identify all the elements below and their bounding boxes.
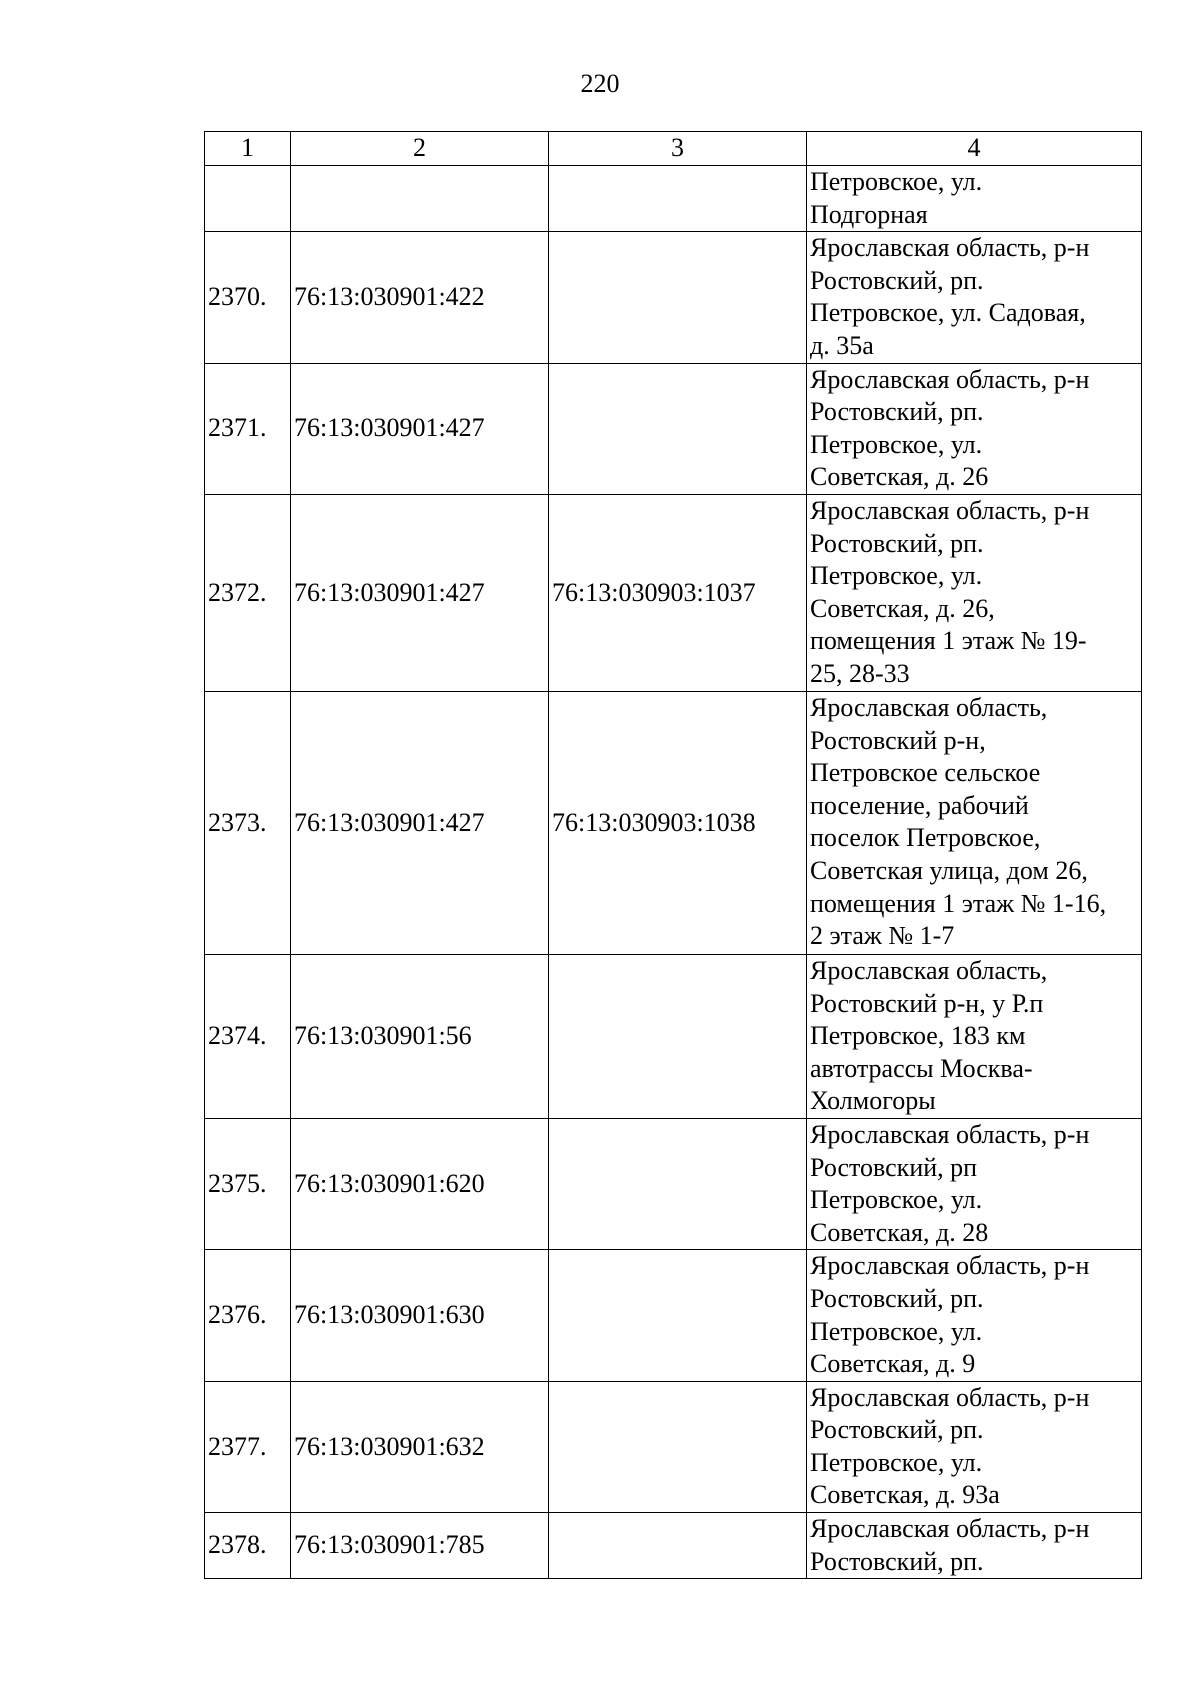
row-number-cell: 2371.	[205, 363, 291, 494]
row-number-cell: 2373.	[205, 691, 291, 954]
cadastral-number-cell: 76:13:030901:620	[291, 1118, 549, 1249]
premises-cadastral-number-cell	[549, 954, 807, 1118]
address-cell: Ярославская область, р-н Ростовский, рп.	[807, 1513, 1142, 1579]
row-number-cell: 2376.	[205, 1250, 291, 1381]
cadastral-number-cell: 76:13:030901:630	[291, 1250, 549, 1381]
table-row	[205, 1381, 1142, 1512]
address-cell: Петровское, ул. Подгорная	[807, 166, 1142, 232]
row-number-cell: 2374.	[205, 954, 291, 1118]
address-cell: Ярославская область, р-н Ростовский, рп. Петровское, ул. Садовая, д. 35а	[807, 232, 1142, 363]
cadastral-number-cell: 76:13:030901:422	[291, 232, 549, 363]
header-row	[205, 132, 1142, 166]
address-cell: Ярославская область, р-н Ростовский, рп. Петровское, ул. Советская, д. 93а	[807, 1381, 1142, 1512]
header-cell-3: 3	[549, 132, 807, 166]
table-row	[205, 1250, 1142, 1381]
row-number-cell: 2375.	[205, 1118, 291, 1249]
cadastral-number-cell: 76:13:030901:632	[291, 1381, 549, 1512]
premises-cadastral-number-cell	[549, 1250, 807, 1381]
table-row	[205, 691, 1142, 954]
cadastral-number-cell: 76:13:030901:427	[291, 363, 549, 494]
row-number-cell: 2378.	[205, 1513, 291, 1579]
registry-table	[204, 131, 1142, 1579]
row-number-cell: 2372.	[205, 494, 291, 691]
table-row	[205, 494, 1142, 691]
premises-cadastral-number-cell	[549, 232, 807, 363]
premises-cadastral-number-cell: 76:13:030903:1037	[549, 494, 807, 691]
table-row	[205, 1513, 1142, 1579]
table-row	[205, 166, 1142, 232]
address-cell: Ярославская область, Ростовский р-н, у Р.п Петровское, 183 км автотрассы Москва- Холмогоры	[807, 954, 1142, 1118]
cadastral-number-cell: 76:13:030901:427	[291, 691, 549, 954]
table-row	[205, 363, 1142, 494]
cadastral-number-cell: 76:13:030901:56	[291, 954, 549, 1118]
address-cell: Ярославская область, р-н Ростовский, рп. Петровское, ул. Советская, д. 9	[807, 1250, 1142, 1381]
row-number-cell	[205, 166, 291, 232]
table-row	[205, 232, 1142, 363]
row-number-cell: 2370.	[205, 232, 291, 363]
address-cell: Ярославская область, р-н Ростовский, рп Петровское, ул. Советская, д. 28	[807, 1118, 1142, 1249]
header-cell-4: 4	[807, 132, 1142, 166]
premises-cadastral-number-cell	[549, 1381, 807, 1512]
cadastral-number-cell	[291, 166, 549, 232]
cadastral-number-cell: 76:13:030901:427	[291, 494, 549, 691]
address-cell: Ярославская область, р-н Ростовский, рп. Петровское, ул. Советская, д. 26	[807, 363, 1142, 494]
table-row	[205, 1118, 1142, 1249]
premises-cadastral-number-cell: 76:13:030903:1038	[549, 691, 807, 954]
page-number: 220	[580, 69, 620, 98]
address-cell: Ярославская область, р-н Ростовский, рп. Петровское, ул. Советская, д. 26, помещения 1 этаж № 19- 25, 28-33	[807, 494, 1142, 691]
premises-cadastral-number-cell	[549, 1118, 807, 1249]
header-cell-2: 2	[291, 132, 549, 166]
header-cell-1: 1	[205, 132, 291, 166]
premises-cadastral-number-cell	[549, 1513, 807, 1579]
premises-cadastral-number-cell	[549, 166, 807, 232]
premises-cadastral-number-cell	[549, 363, 807, 494]
address-cell: Ярославская область, Ростовский р-н, Петровское сельское поселение, рабочий поселок Петровское, Советская улица, дом 26, помещения 1 этаж № 1-16, 2 этаж № 1-7	[807, 691, 1142, 954]
row-number-cell: 2377.	[205, 1381, 291, 1512]
table-row	[205, 954, 1142, 1118]
cadastral-number-cell: 76:13:030901:785	[291, 1513, 549, 1579]
